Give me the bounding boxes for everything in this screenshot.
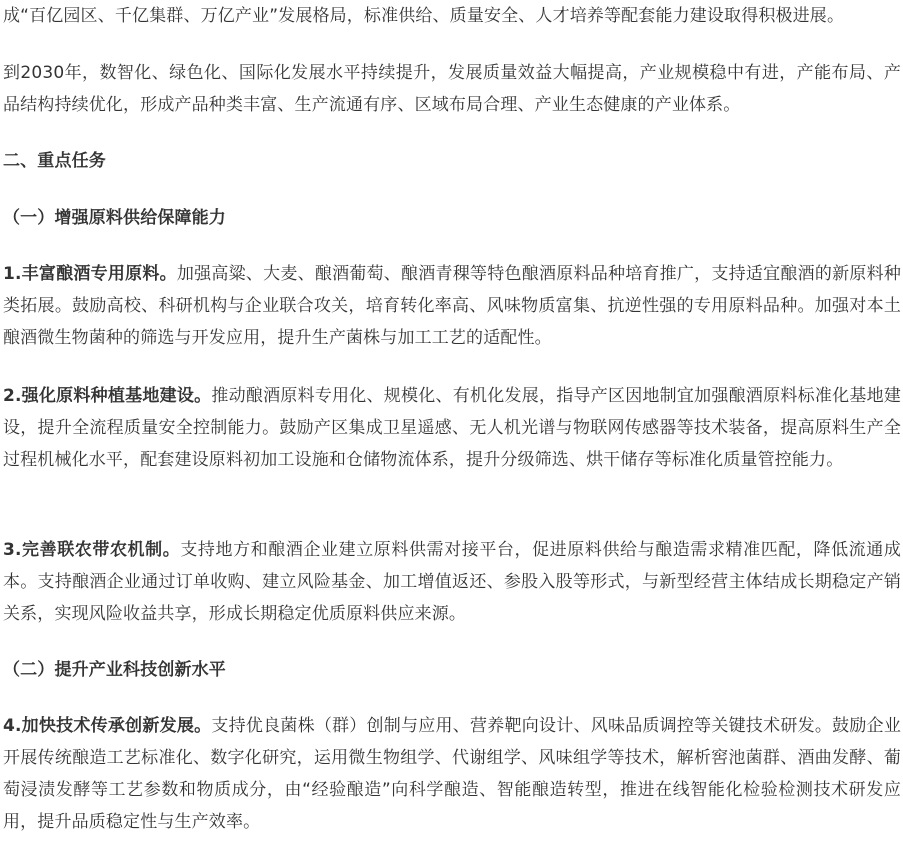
task-item-4-body: 支持优良菌株（群）创制与应用、营养靶向设计、风味品质调控等关键技术研发。鼓励企业开展传统酿造工艺标准化、数字化研究，运用微生物组学、代谢组学、风味组学等技术，解析窖池菌群、酒曲发酵、葡萄浸渍发酵等工艺参数和物质成分，由“经验酿造”向科学酿造、智能酿造转型，推进在线智能化检验检测技术研发应用，提升品质稳定性与生产效率。	[3, 716, 901, 832]
task-item-1-body: 加强高粱、大麦、酿酒葡萄、酿酒青稞等特色酿酒原料品种培育推广，支持适宜酿酒的新原料种类拓展。鼓励高校、科研机构与企业联合攻关，培育转化率高、风味物质富集、抗逆性强的专用原料品种。加强对本土酿酒微生物菌种的筛选与开发应用，提升生产菌株与加工工艺的适配性。	[3, 264, 901, 348]
task-item-1	[3, 258, 901, 354]
task-item-3-title: 3.完善联农带农机制。	[3, 540, 181, 560]
paragraph-2030-goals: 到2030年，数智化、绿色化、国际化发展水平持续提升，发展质量效益大幅提高，产业规模稳中有进，产能布局、产品结构持续优化，形成产品种类丰富、生产流通有序、区域布局合理、产业生态健康的产业体系。	[3, 63, 901, 115]
task-item-4-title: 4.加快技术传承创新发展。	[3, 716, 212, 736]
task-item-2	[3, 380, 901, 476]
task-item-3-body: 支持地方和酿酒企业建立原料供需对接平台，促进原料供给与酿造需求精准匹配，降低流通成本。支持酿酒企业通过订单收购、建立风险基金、加工增值返还、参股入股等形式，与新型经营主体结成长期稳定产销关系，实现风险收益共享，形成长期稳定优质原料供应来源。	[3, 540, 902, 624]
section-title-key-tasks: 二、重点任务	[3, 151, 106, 171]
task-item-4	[3, 710, 901, 838]
subsection-title-raw-material: （一）增强原料供给保障能力	[3, 208, 226, 228]
task-item-3	[3, 534, 901, 630]
task-item-2-body: 推动酿酒原料专用化、规模化、有机化发展，指导产区因地制宜加强酿酒原料标准化基地建设，提升全流程质量安全控制能力。鼓励产区集成卫星遥感、无人机光谱与物联网传感器等技术装备，提高原料生产全过程机械化水平，配套建设原料初加工设施和仓储物流体系，提升分级筛选、烘干储存等标准化质量管控能力。	[3, 386, 901, 470]
paragraph-intro-continued: 成“百亿园区、千亿集群、万亿产业”发展格局，标准供给、质量安全、人才培养等配套能力建设取得积极进展。	[3, 6, 845, 26]
subsection-title-tech-innovation: （二）提升产业科技创新水平	[3, 660, 226, 680]
task-item-2-title: 2.强化原料种植基地建设。	[3, 386, 212, 406]
task-item-1-title: 1.丰富酿酒专用原料。	[3, 264, 177, 284]
